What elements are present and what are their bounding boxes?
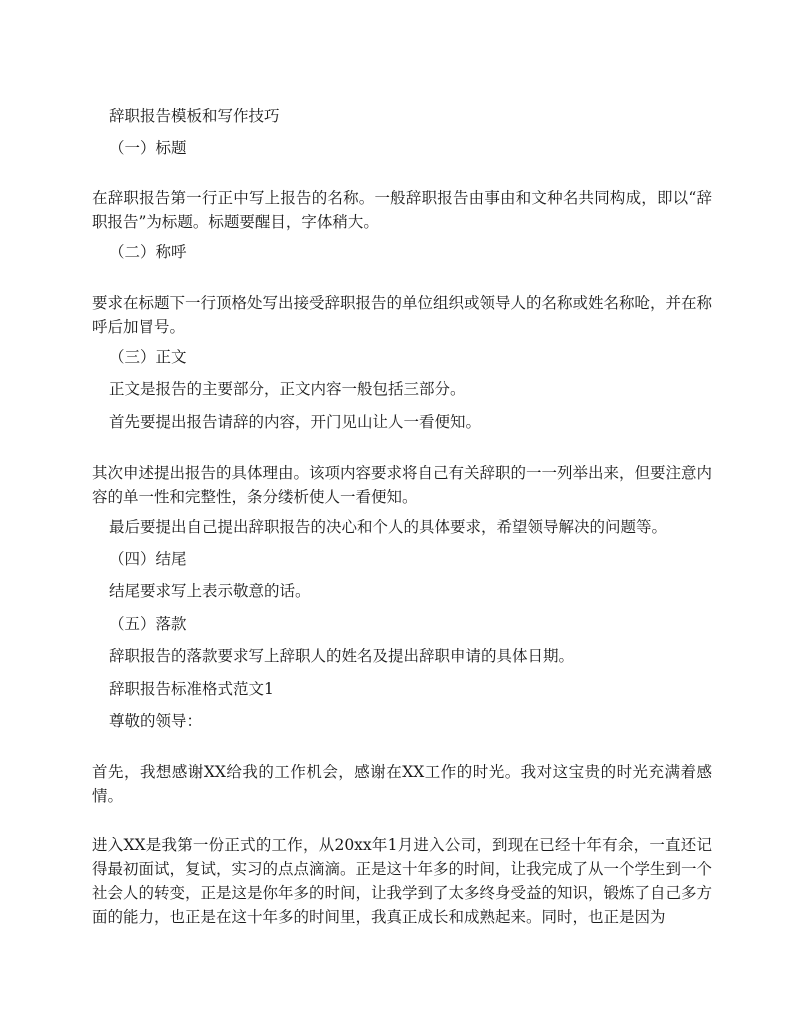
sample-paragraph-experience: 进入XX是我第一份正式的工作，从20xx年1月进入公司，到现在已经十年有余，一直还记得最初面试，复试，实习的点点滴滴。正是这十年多的时间，让我完成了从一个学生到一个社会人的转变，正是这是你年多的时间，让我学到了太多终身受益的知识，锻炼了自己多方面的能力，也正是在这十年多的时间里，我真正成长和成熟起来。同时，也正是因为 bbox=[92, 836, 713, 926]
document-title: 辞职报告模板和写作技巧 bbox=[109, 107, 280, 125]
section-heading-title: （一）标题 bbox=[109, 139, 187, 157]
paragraph-body-first: 首先要提出报告请辞的内容，开门见山让人一看便知。 bbox=[109, 413, 482, 431]
sample-paragraph-thanks: 首先，我想感谢XX给我的工作机会，感谢在XX工作的时光。我对这宝贵的时光充满着感情。 bbox=[92, 763, 712, 805]
paragraph-closing: 结尾要求写上表示敬意的话。 bbox=[109, 582, 311, 600]
paragraph-body-intro: 正文是报告的主要部分，正文内容一般包括三部分。 bbox=[109, 380, 466, 398]
sample-salutation: 尊敬的领导： bbox=[109, 712, 203, 730]
section-heading-salutation: （二）称呼 bbox=[109, 243, 187, 261]
paragraph-title-description: 在辞职报告第一行正中写上报告的名称。一般辞职报告由事由和文种名共同构成，即以“辞职报告”为标题。标题要醒目，字体稍大。 bbox=[92, 189, 712, 231]
paragraph-salutation-description: 要求在标题下一行顶格处写出接受辞职报告的单位组织或领导人的名称或姓名称呛，并在称呼后加冒号。 bbox=[92, 294, 713, 336]
section-heading-body: （三）正文 bbox=[109, 348, 187, 366]
paragraph-body-third: 最后要提出自己提出辞职报告的决心和个人的具体要求，希望领导解决的问题等。 bbox=[109, 518, 668, 536]
section-heading-closing: （四）结尾 bbox=[109, 550, 187, 568]
paragraph-body-second: 其次申述提出报告的具体理由。该项内容要求将自己有关辞职的一一列举出来，但要注意内容的单一性和完整性，条分缕析使人一看便知。 bbox=[92, 464, 713, 506]
sample-title: 辞职报告标准格式范文1 bbox=[109, 680, 274, 698]
paragraph-signature: 辞职报告的落款要求写上辞职人的姓名及提出辞职申请的具体日期。 bbox=[109, 647, 575, 665]
section-heading-signature: （五）落款 bbox=[109, 615, 187, 633]
